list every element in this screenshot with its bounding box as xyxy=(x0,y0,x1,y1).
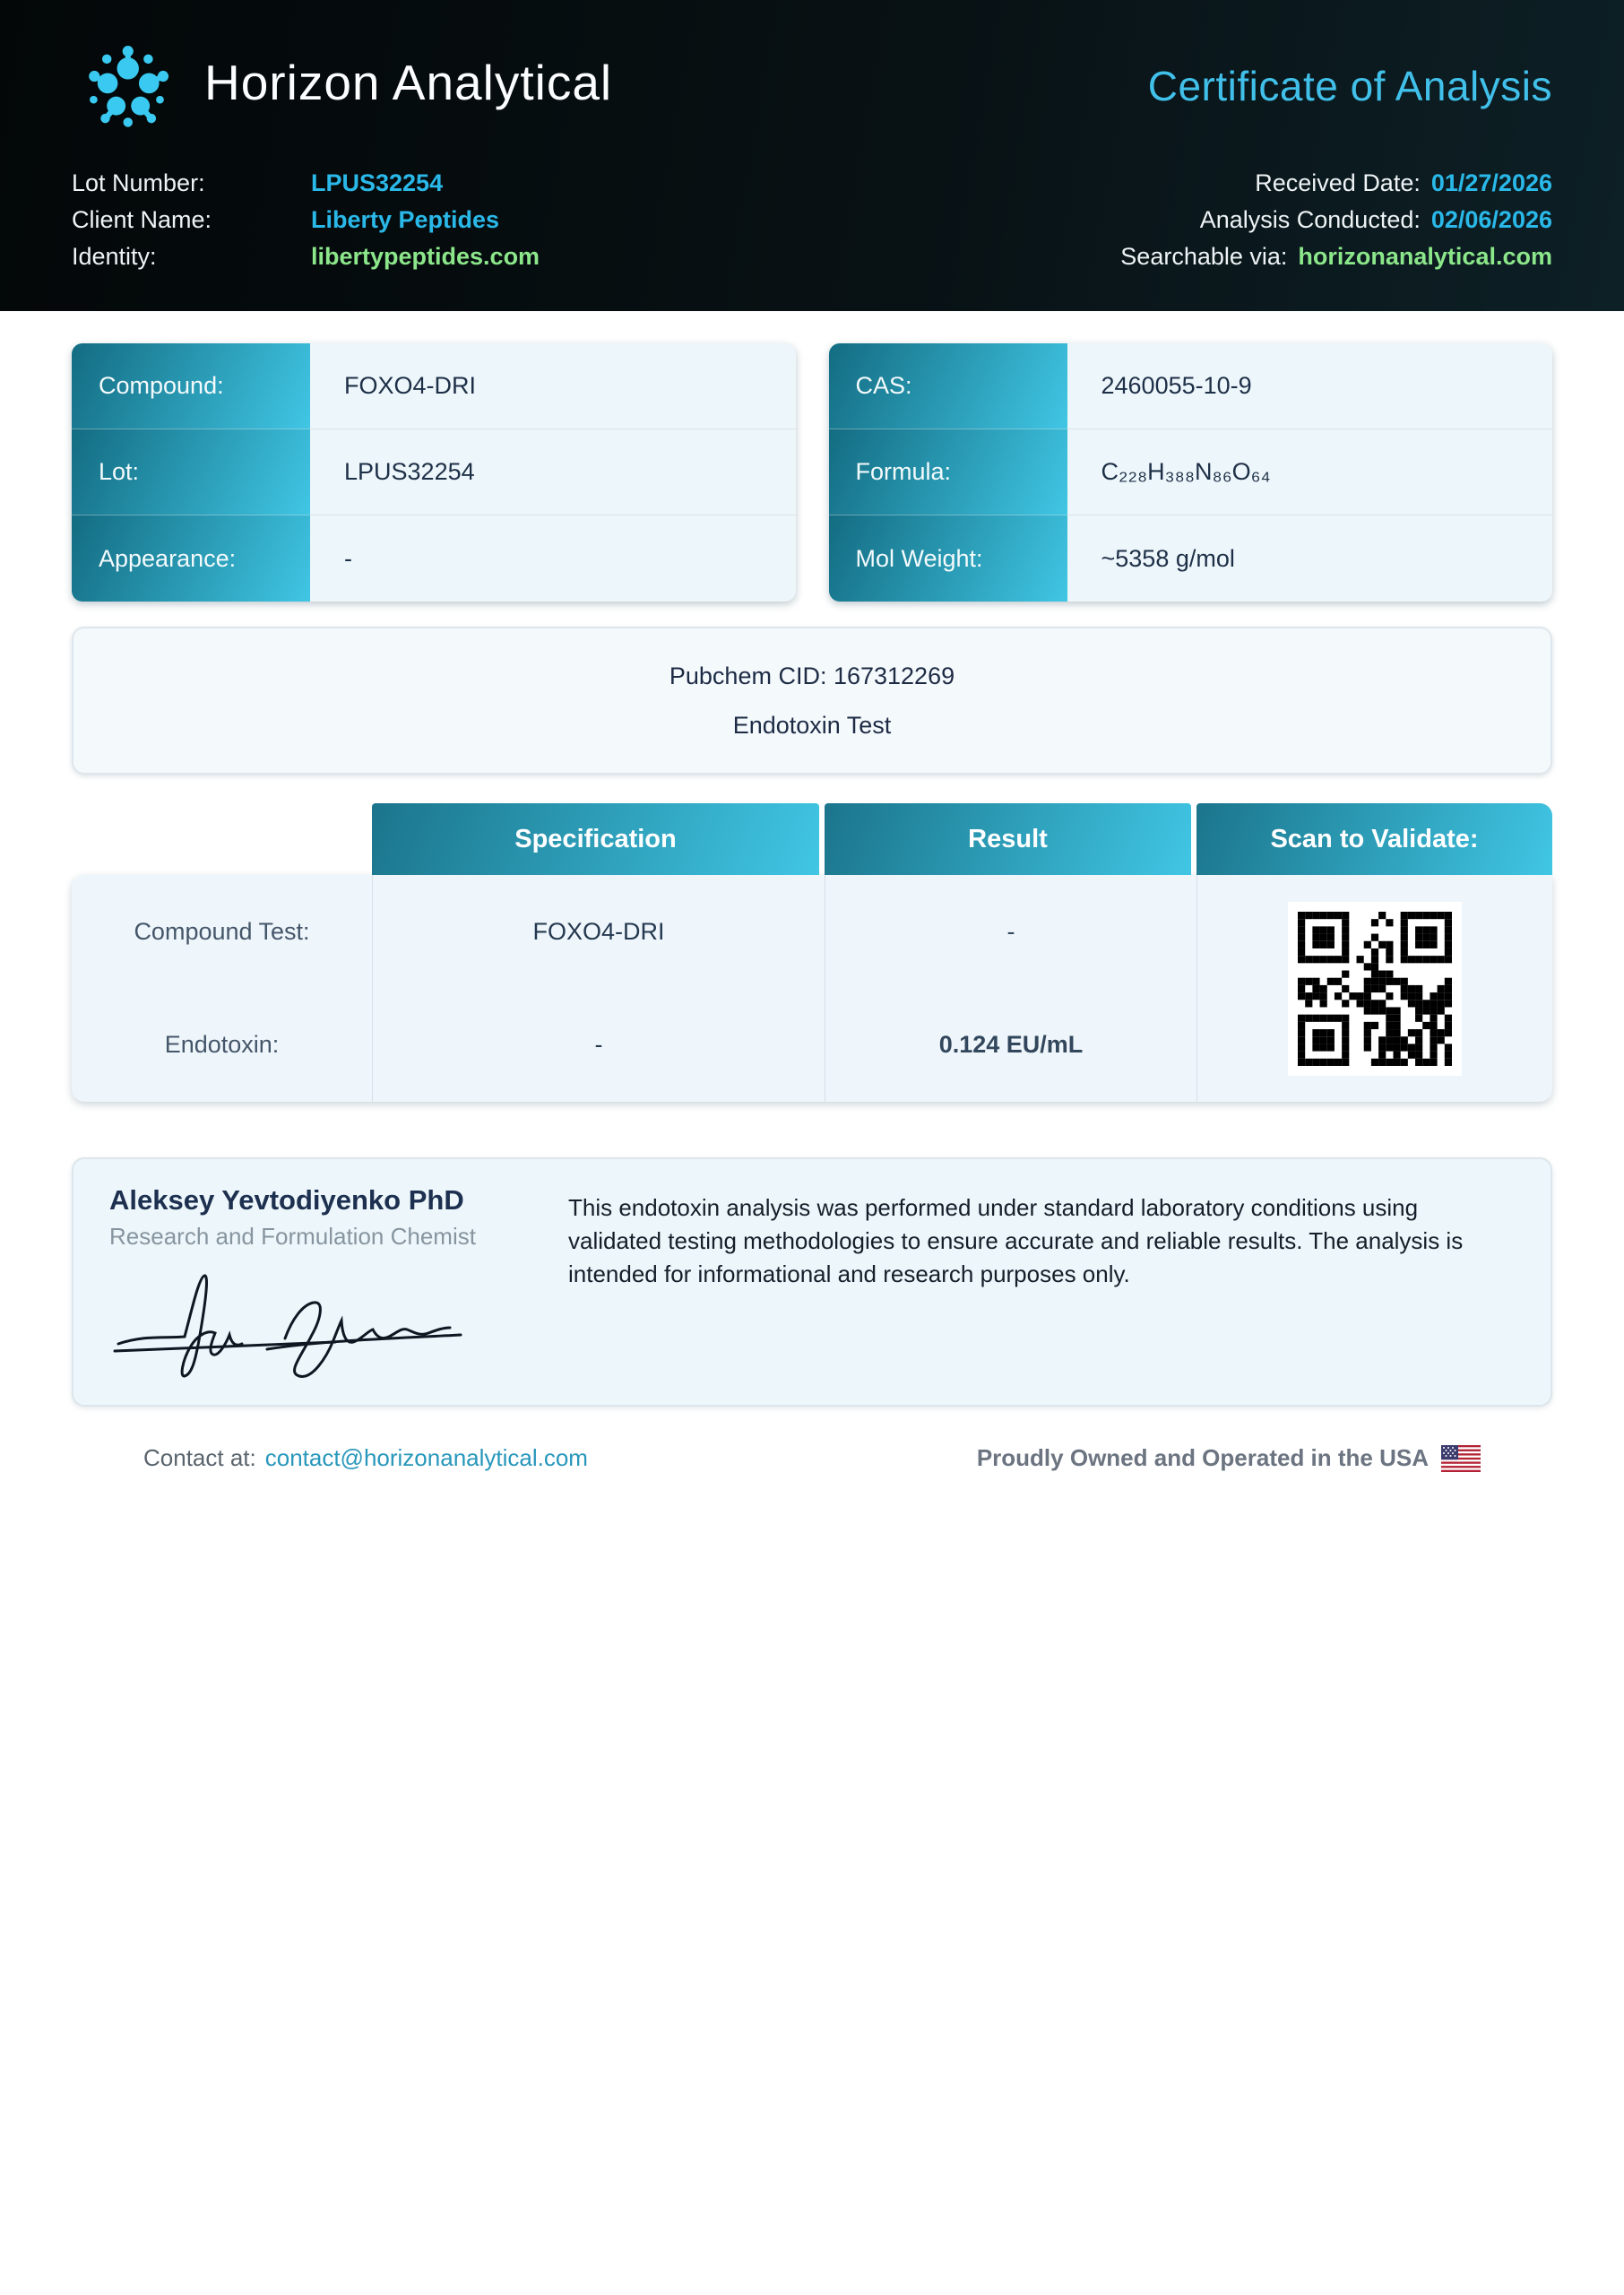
appearance-label: Appearance: xyxy=(72,515,310,602)
compound-test-row-label: Compound Test: xyxy=(134,917,310,945)
searchable-label: Searchable via: xyxy=(1120,243,1288,270)
molecule-logo-icon xyxy=(72,28,181,137)
brand-name: Horizon Analytical xyxy=(204,55,613,110)
mol-weight-value: ~5358 g/mol xyxy=(1101,544,1235,572)
received-date-label: Received Date: xyxy=(1255,169,1421,196)
compound-label: Compound: xyxy=(72,343,310,429)
compound-test-spec: FOXO4-DRI xyxy=(372,875,825,989)
footer xyxy=(143,1444,1481,1472)
endotoxin-row-label: Endotoxin: xyxy=(164,1031,280,1059)
received-date-value: 01/27/2026 xyxy=(1430,169,1552,196)
date-info-block xyxy=(1120,165,1552,275)
cas-table xyxy=(829,343,1553,602)
contact-label: Contact at: xyxy=(143,1444,256,1471)
lot-value: LPUS32254 xyxy=(310,429,796,515)
signature-section xyxy=(72,1157,1552,1407)
ownership-statement: Proudly Owned and Operated in the USA xyxy=(976,1444,1429,1471)
cas-value: 2460055-10-9 xyxy=(1067,343,1553,429)
qr-code xyxy=(1288,902,1462,1076)
us-flag-icon xyxy=(1441,1445,1481,1472)
formula-label: Formula: xyxy=(829,429,1067,515)
appearance-value: - xyxy=(344,544,352,572)
lot-number-value: LPUS32254 xyxy=(311,169,444,196)
identity-label: Identity: xyxy=(72,243,157,270)
client-name-label: Client Name: xyxy=(72,206,212,233)
test-name: Endotoxin Test xyxy=(732,711,892,739)
results-table xyxy=(72,803,1552,1102)
lot-label: Lot: xyxy=(72,429,310,515)
formula-value: C₂₂₈H₃₈₈N₈₆O₆₄ xyxy=(1067,429,1553,515)
searchable-value: horizonanalytical.com xyxy=(1298,243,1552,270)
document-title: Certificate of Analysis xyxy=(1147,63,1552,109)
cas-label: CAS: xyxy=(829,343,1067,429)
contact-block xyxy=(143,1444,588,1472)
qr-validation-cell xyxy=(1196,875,1552,1102)
client-name-value: Liberty Peptides xyxy=(311,206,500,233)
lot-number-label: Lot Number: xyxy=(72,169,205,196)
pubchem-box xyxy=(72,627,1552,775)
contact-email-link[interactable]: contact@horizonanalytical.com xyxy=(264,1444,588,1471)
scan-to-validate-header: Scan to Validate: xyxy=(1196,803,1552,875)
results-body xyxy=(72,875,1552,1102)
mol-weight-label: Mol Weight: xyxy=(829,515,1067,602)
analysis-statement: This endotoxin analysis was performed under standard laboratory conditions using validated testing methodologies to ensure accurate and reliable results. The analysis is intended for informational and research purposes only. xyxy=(568,1194,1464,1287)
pubchem-cid: Pubchem CID: 167312269 xyxy=(669,662,955,689)
results-header-row xyxy=(72,803,1552,875)
analysis-date-label: Analysis Conducted: xyxy=(1199,206,1421,233)
compound-test-result: - xyxy=(825,875,1196,989)
endotoxin-spec: - xyxy=(372,989,825,1103)
header xyxy=(0,0,1624,311)
signature-image xyxy=(109,1258,468,1379)
chemist-title: Research and Formulation Chemist xyxy=(109,1223,476,1250)
specification-header: Specification xyxy=(372,803,819,875)
brand xyxy=(72,28,612,137)
summary-tables xyxy=(72,343,1552,602)
result-header: Result xyxy=(825,803,1191,875)
lot-info-block xyxy=(72,165,540,275)
compound-value: FOXO4-DRI xyxy=(310,343,796,429)
chemist-name: Aleksey Yevtodiyenko PhD xyxy=(109,1184,464,1216)
endotoxin-result: 0.124 EU/mL xyxy=(825,989,1196,1103)
compound-table xyxy=(72,343,796,602)
identity-value: libertypeptides.com xyxy=(311,243,540,270)
analysis-date-value: 02/06/2026 xyxy=(1430,206,1552,233)
